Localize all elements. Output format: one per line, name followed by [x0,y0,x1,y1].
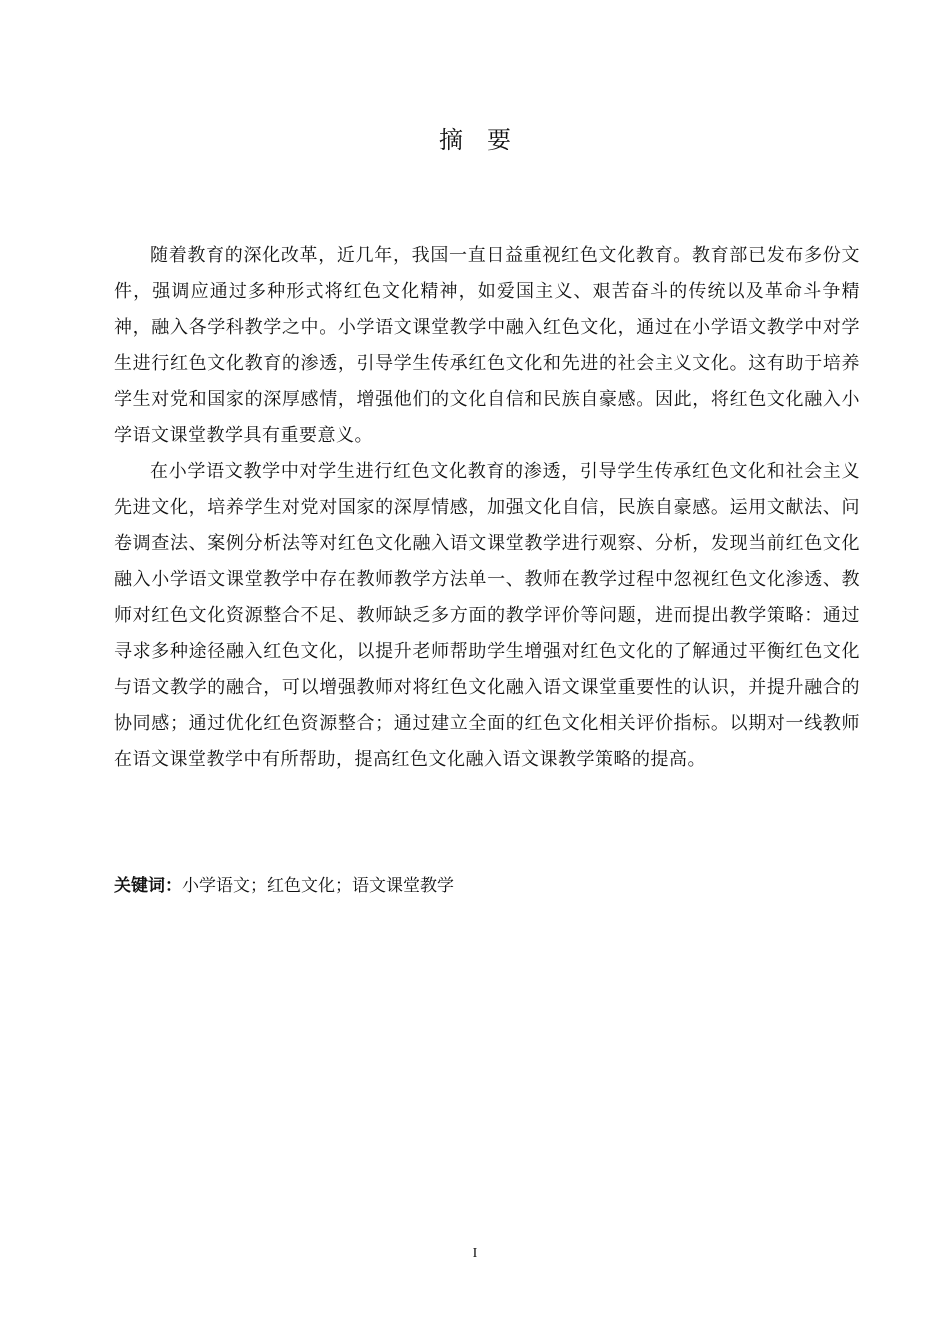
keywords-label: 关键词： [114,876,182,896]
abstract-paragraph-1: 随着教育的深化改革，近几年，我国一直日益重视红色文化教育。教育部已发布多份文件，强调应通过多种形式将红色文化精神，如爱国主义、艰苦奋斗的传统以及革命斗争精神，融入各学科教学之中。小学语文课堂教学中融入红色文化，通过在小学语文教学中对学生进行红色文化教育的渗透，引导学生传承红色文化和先进的社会主义文化。这有助于培养学生对党和国家的深厚感情，增强他们的文化自信和民族自豪感。因此，将红色文化融入小学语文课堂教学具有重要意义。 [114,245,860,446]
abstract-title: 摘 要 [439,126,511,154]
abstract-body [114,238,860,778]
page-number: I [472,1246,478,1261]
abstract-paragraph-2: 在小学语文教学中对学生进行红色文化教育的渗透，引导学生传承红色文化和社会主义先进文化，培养学生对党对国家的深厚情感，加强文化自信，民族自豪感。运用文献法、问卷调查法、案例分析法等对红色文化融入语文课堂教学进行观察、分析，发现当前红色文化融入小学语文课堂教学中存在教师教学方法单一、教师在教学过程中忽视红色文化渗透、教师对红色文化资源整合不足、教师缺乏多方面的教学评价等问题，进而提出教学策略：通过寻求多种途径融入红色文化，以提升老师帮助学生增强对红色文化的了解通过平衡红色文化与语文教学的融合，可以增强教师对将红色文化融入语文课堂重要性的认识，并提升融合的协同感；通过优化红色资源整合；通过建立全面的红色文化相关评价指标。以期对一线教师在语文课堂教学中有所帮助，提高红色文化融入语文课教学策略的提高。 [114,461,860,770]
keywords-line [114,870,860,902]
keywords-text: 小学语文；红色文化；语文课堂教学 [182,876,454,896]
